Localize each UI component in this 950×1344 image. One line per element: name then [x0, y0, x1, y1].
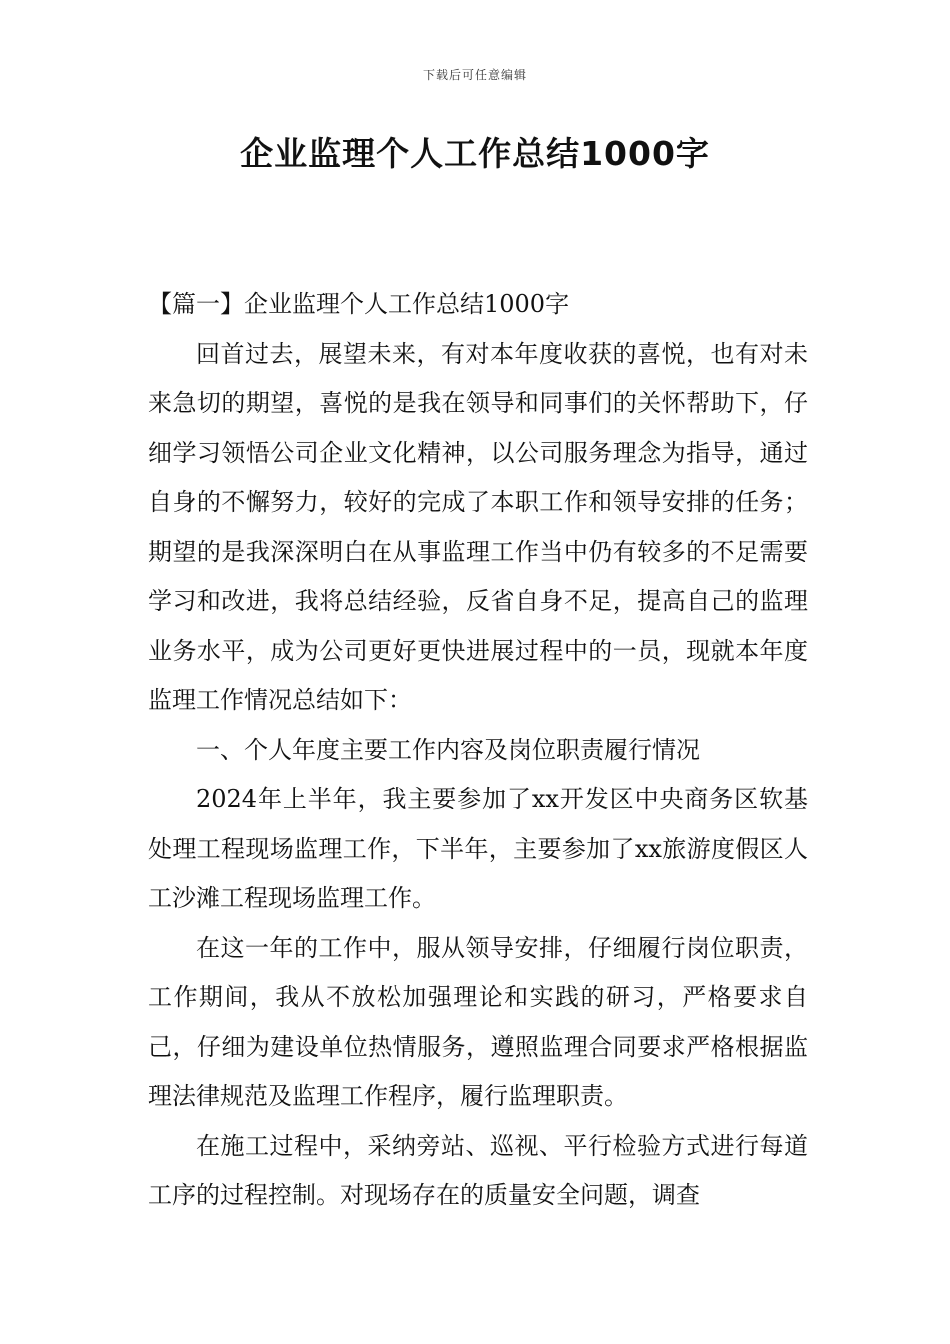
paragraph-construction: 在施工过程中，采纳旁站、巡视、平行检验方式进行每道工序的过程控制。对现场存在的质量安全问题，调查	[148, 1131, 808, 1209]
paragraph-work-2024: 2024年上半年，我主要参加了xx开发区中央商务区软基处理工程现场监理工作，下半年，主要参加了xx旅游度假区人工沙滩工程现场监理工作。	[148, 785, 808, 912]
document-body	[148, 280, 808, 1221]
paragraph-subheading: 一、个人年度主要工作内容及岗位职责履行情况	[196, 735, 700, 764]
section-heading: 【篇一】企业监理个人工作总结1000字	[148, 290, 570, 318]
header-note: 下载后可任意编辑	[422, 68, 527, 82]
document-title: 企业监理个人工作总结1000字	[240, 134, 710, 173]
paragraph-duties: 在这一年的工作中，服从领导安排，仔细履行岗位职责，工作期间，我从不放松加强理论和实践的研习，严格要求自己，仔细为建设单位热情服务，遵照监理合同要求严格根据监理法律规范及监理工作程序，履行监理职责。	[148, 933, 808, 1110]
paragraph-intro: 回首过去，展望未来，有对本年度收获的喜悦，也有对未来急切的期望，喜悦的是我在领导和同事们的关怀帮助下，仔细学习领悟公司企业文化精神，以公司服务理念为指导，通过自身的不懈努力，较好的完成了本职工作和领导安排的任务；期望的是我深深明白在从事监理工作当中仍有较多的不足需要学习和改进，我将总结经验，反省自身不足，提高自己的监理业务水平，成为公司更好更快进展过程中的一员，现就本年度监理工作情况总结如下：	[148, 339, 808, 714]
